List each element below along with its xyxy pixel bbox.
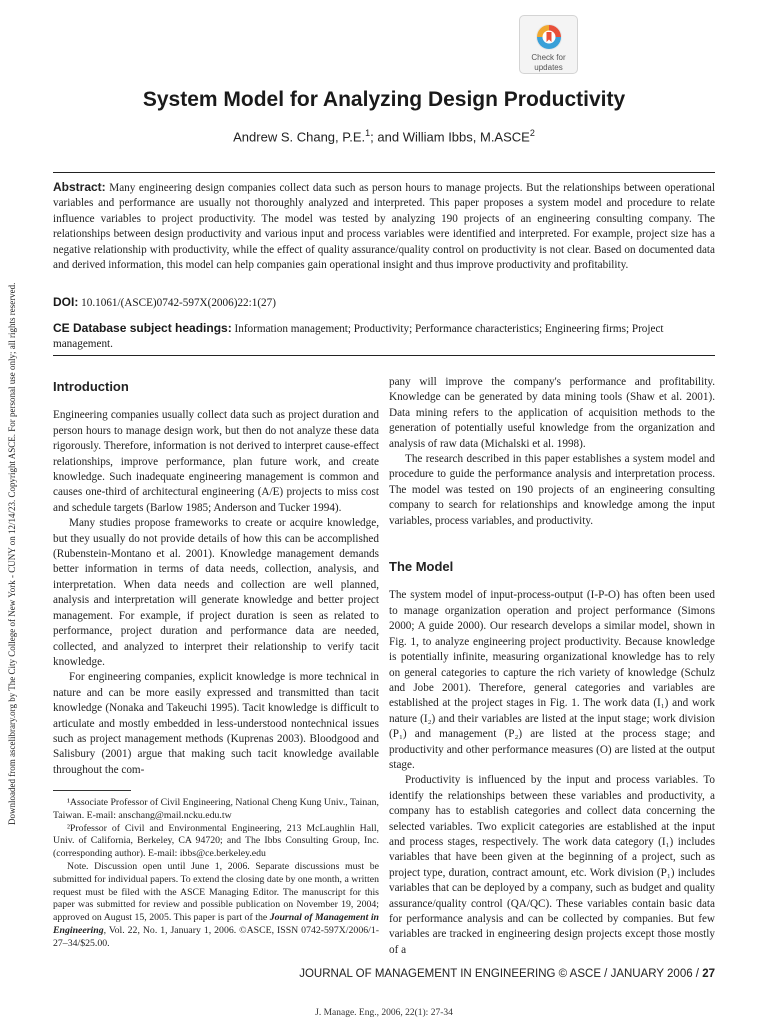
footnote-rule	[53, 790, 131, 791]
top-rule	[53, 172, 715, 173]
left-column	[53, 375, 379, 778]
doi-label: DOI:	[53, 295, 79, 309]
note-journal: Journal of Management in Engineering	[53, 912, 379, 936]
model-heading: The Model	[389, 559, 454, 575]
author-2-sup: 2	[529, 128, 535, 138]
note-part-b: , Vol. 22, No. 1, January 1, 2006. ©ASCE, ISSN 0742-597X/2006/1-27–34/$25.00.	[53, 924, 379, 949]
journal-footer-text: JOURNAL OF MANAGEMENT IN ENGINEERING © ASCE / JANUARY 2006 /	[299, 968, 703, 980]
page-number: 27	[702, 968, 715, 980]
note-part-a: Note. Discussion open until June 1, 2006. Separate discussions must be submitted for individual papers. To extend the closing date by one month, a written request must be filed with the ASCE Managing Editor. The manuscript for this paper was submitted for review and possible publication on November 19, 2004; approved on August 15, 2005. This paper is part of the	[53, 860, 379, 924]
footnote-2: ²Professor of Civil and Environmental Engineering, 213 McLaughlin Hall, Univ. of California, Berkeley, CA 94720; and The Ibbs Consulting Group, Inc. (corresponding author). E-mail: ibbs@ce.berkeley.edu	[53, 822, 379, 860]
abstract	[53, 180, 715, 273]
journal-footer	[299, 968, 715, 980]
doi-line	[53, 295, 715, 309]
intro-paragraph-2: Many studies propose frameworks to create or acquire knowledge, but they usually do not provide details of how this can be accomplished (Rubenstein-Montano et al. 2001). Knowledge management demands better information in terms of data needs, collection, analysis, and interpretation. When data needs and collection are well planned, analysis and interpretation will generate knowledge and better project management. For example, if project duration is seen as related to performance, project duration and performance data are needed, collected, and analyzed to interpret their relationship to verify tacit knowledge.	[53, 517, 379, 668]
intro-paragraph-1: Engineering companies usually collect data such as project duration and person hours to manage design work, but then do not analyze these data rigorously. Therefore, information is not derived to interpret cause-effect relationships, improve performance, plan future work, and create knowledge. Such inadequate engineering management is common and causes one-third of architectural engineering (A/E) projects to miss cost and schedule targets (Barlow 1985; Anderson and Tucker 1994).	[53, 409, 379, 514]
right-paragraph-2: The research described in this paper establishes a system model and procedure to guide the performance analysis and interpretation process. The model was tested on 190 projects of an engineering consulting company to search for relationships and knowledge among the input variables, process variables, and productivity.	[389, 453, 715, 527]
abstract-text: Many engineering design companies collect data such as person hours to manage projects. But the relationships between operational variables and performance are usually not thoroughly analyzed and interpreted. This paper proposes a system model and procedure to relate influence variables to project productivity. The model was tested by analyzing 190 projects of an engineering consulting company. The relationships between design productivity and various input and process variables were identified and interpreted. For example, project size has a negative relationship with productivity, while the effect of quality assurance/quality control on productivity is not clear. Based on documented data and derived information, this model can help companies gain operational insight and thus improve productivity and profitability.	[53, 182, 715, 272]
doi-value[interactable]: 10.1061/(ASCE)0742-597X(2006)22:1(27)	[81, 297, 276, 309]
ce-label: CE Database subject headings:	[53, 321, 232, 335]
footnote-1: ¹Associate Professor of Civil Engineering, National Cheng Kung Univ., Tainan, Taiwan. E-mail: anschang@mail.ncku.edu.tw	[53, 797, 379, 821]
right-paragraph-1: pany will improve the company's performance and profitability. Knowledge can be generated by data mining tools (Shaw et al. 2001). Data mining refers to the application of acquisition methods to the generation of potentially useful knowledge from the organization and analysis of raw data (Michalski et al. 1998).	[389, 376, 715, 450]
authors	[0, 128, 768, 144]
introduction-heading: Introduction	[53, 379, 129, 394]
download-notice: Downloaded from ascelibrary.org by The City College of New York - CUNY on 12/14/23. Copyright ASCE. For personal use only; all rights reserved.	[7, 282, 17, 825]
citation-line: J. Manage. Eng., 2006, 22(1): 27-34	[315, 1008, 453, 1018]
badge-line1: Check for	[531, 53, 566, 62]
paper-title: System Model for Analyzing Design Productivity	[142, 88, 626, 111]
intro-paragraph-3: For engineering companies, explicit knowledge is more technical in nature and can be more easily expressed and transmitted than tacit knowledge (Nonaka and Takeuchi 1995). Tacit knowledge is difficult to articulate and mostly embedded in less-understood nontechnical issues such as project management methods (Kuprenas 2003). Bloodgood and Salisbury (2001) argue that making such tacit knowledge available throughout the com-	[53, 671, 379, 776]
subject-headings	[53, 321, 715, 353]
editorial-note	[53, 861, 379, 951]
right-column	[389, 375, 715, 958]
model-paragraph-1: The system model of input-process-output (I-P-O) has often been used to manage organization operation and project performance (Simons 2000; A guide 2000). Our research develops a similar model, shown in Fig. 1, to analyze engineering project productivity. Because knowledge is potentially infinite, measuring organizational knowledge has to rely on general categories to capture the rich variety of knowledge (Schulz and Jobe 2001). Therefore, general categories and variables are established at the project stages in Fig. 1. The work data (I₁) and work nature (I₂) and their variables are listed at the input stage; work division (P₁) and management (P₂) are listed at the process stage; and productivity and other performance measures (O) are listed at the output stage.	[389, 589, 715, 771]
author-1: Andrew S. Chang, P.E.	[233, 129, 366, 145]
abstract-bottom-rule	[53, 355, 715, 356]
abstract-label: Abstract:	[53, 180, 106, 194]
crossmark-icon	[534, 22, 564, 52]
author-2: ; and William Ibbs, M.ASCE	[370, 129, 530, 145]
model-paragraph-2: Productivity is influenced by the input and process variables. To identify the relationships between these variables and productivity, a company has to establish categories and collect data concerning the selected variables. Two explicit categories are established at the input and process stages, respectively. The work data category (I₁) includes variables that have been given at the beginning of a project, such as project type, duration, contract amount, etc. Work division (P₁) includes variables that can be deployed by a company, such as budget and quality assurance/quality control (QA/QC). These variables contain basic data for performance analysis and can be collected by companies. But few variables are tracked in engineering design projects except those mostly of a	[389, 774, 715, 956]
ce-value: Information management; Productivity; Performance characteristics; Engineering firms; Project management.	[53, 323, 664, 351]
footnotes	[53, 797, 379, 951]
check-for-updates-badge[interactable]	[519, 15, 578, 74]
author-1-sup: 1	[365, 128, 371, 138]
badge-line2: updates	[534, 63, 563, 72]
